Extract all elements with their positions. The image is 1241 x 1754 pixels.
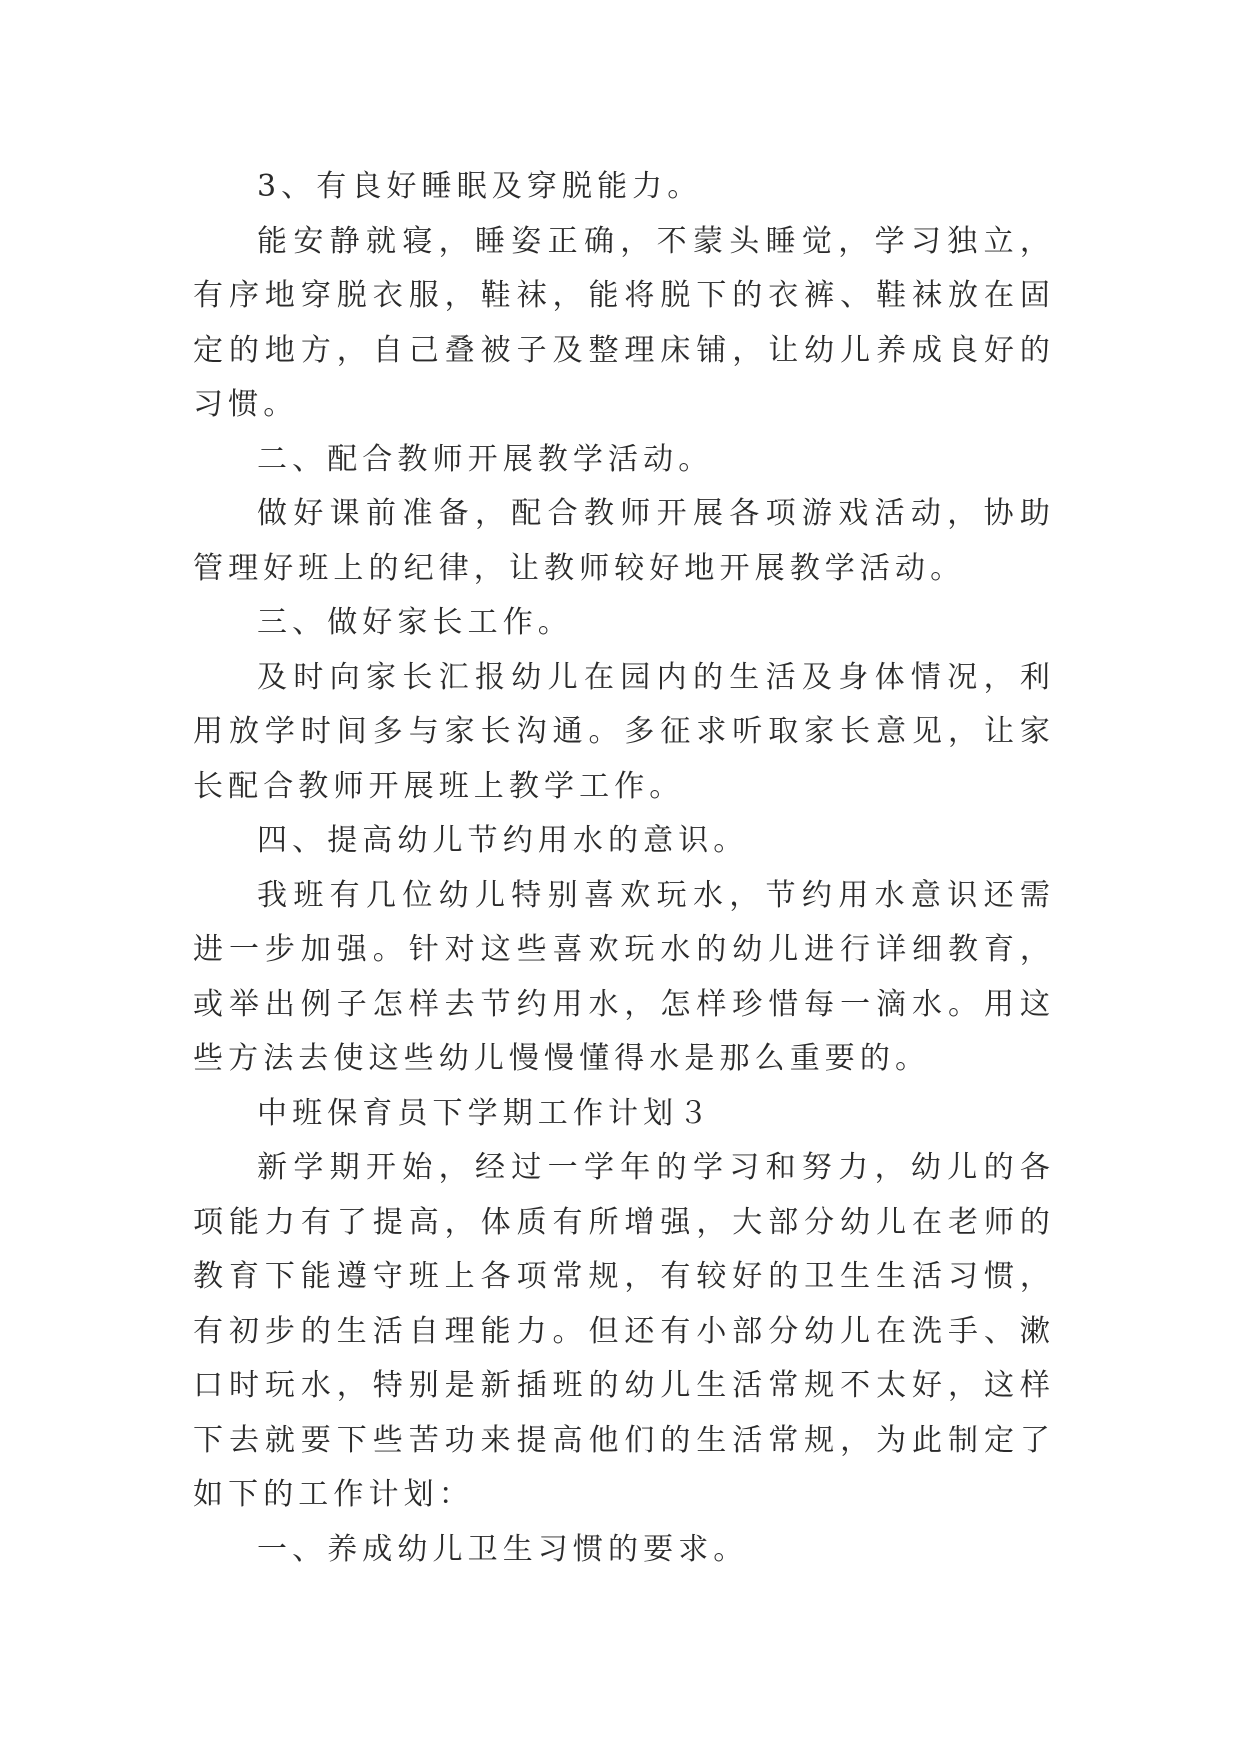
paragraph-parents-details: 及时向家长汇报幼儿在园内的生活及身体情况，利用放学时间多与家长沟通。多征求听取家长意见，让家长配合教师开展班上教学工作。 [193,659,1055,804]
section-heading-parents: 三、做好家长工作。 [257,605,573,640]
paragraph-intro: 新学期开始，经过一学年的学习和努力，幼儿的各项能力有了提高，体质有所增强，大部分幼儿在老师的教育下能遵守班上各项常规，有较好的卫生生活习惯，有初步的生活自理能力。但还有小部分幼儿在洗手、漱口时玩水，特别是新插班的幼儿生活常规不太好，这样下去就要下些苦功来提高他们的生活常规，为此制定了如下的工作计划： [193,1150,1055,1512]
section-heading-water: 四、提高幼儿节约用水的意识。 [257,823,749,858]
paragraph-water-details: 我班有几位幼儿特别喜欢玩水，节约用水意识还需进一步加强。针对这些喜欢玩水的幼儿进行详细教育，或举出例子怎样去节约用水，怎样珍惜每一滴水。用这些方法去使这些幼儿慢慢懂得水是那么重要的。 [193,877,1055,1076]
paragraph-teaching-details: 做好课前准备，配合教师开展各项游戏活动，协助管理好班上的纪律，让教师较好地开展教学活动。 [193,496,1055,586]
document-body [193,160,1055,1577]
document-section-title: 中班保育员下学期工作计划３ [257,1095,714,1131]
section-heading-hygiene: 一、养成幼儿卫生习惯的要求。 [257,1531,749,1567]
section-heading-sleep: 3、有良好睡眠及穿脱能力。 [257,169,703,204]
paragraph-sleep-details: 能安静就寝，睡姿正确，不蒙头睡觉，学习独立，有序地穿脱衣服，鞋袜，能将脱下的衣裤、鞋袜放在固定的地方，自己叠被子及整理床铺，让幼儿养成良好的习惯。 [193,223,1055,422]
section-heading-teaching: 二、配合教师开展教学活动。 [257,441,714,477]
